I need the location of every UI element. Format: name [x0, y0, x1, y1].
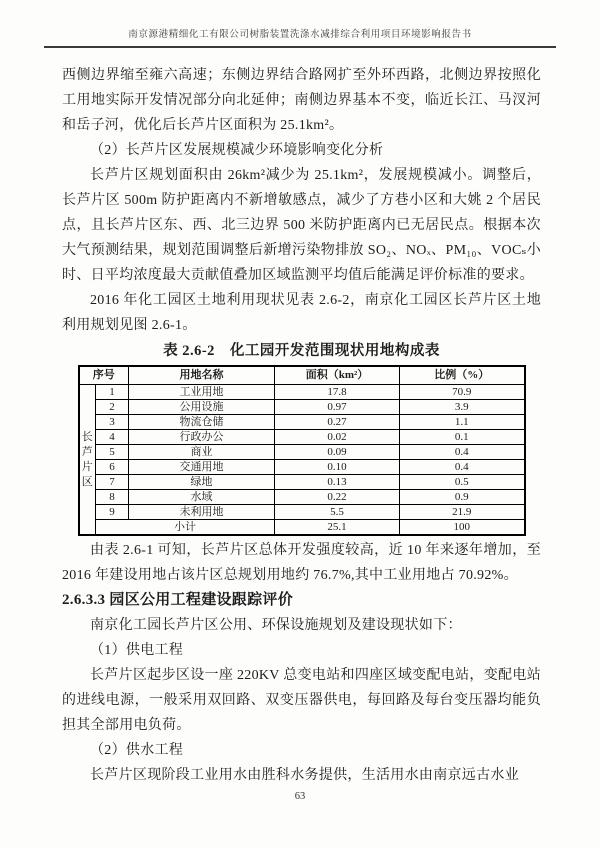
paragraph-power-supply: 长芦片区起步区设一座 220KV 总变电站和四座区域变配电站，变配电站的进线电源，一般采用双回路、双变压器供电，每回路及每台变压器均能负担其全部用电负荷。 — [62, 668, 541, 733]
table-cell: 未利用地 — [129, 505, 275, 520]
table-cell: 2 — [96, 400, 129, 415]
table-row — [79, 445, 525, 460]
document-body — [0, 48, 600, 788]
table-title: 表 2.6-2 化工园开发范围现状用地构成表 — [163, 343, 440, 359]
table-row — [79, 460, 525, 475]
table-cell: 4 — [96, 430, 129, 445]
table-cell: 商业 — [129, 445, 275, 460]
table-cell: 3 — [96, 415, 129, 430]
paragraph-utilities-intro: 南京化工园长芦片区公用、环保设施规划及建设现状如下： — [90, 618, 462, 633]
table-cell: 0.97 — [275, 400, 400, 415]
table-cell: 0.09 — [275, 445, 400, 460]
table-cell: 水域 — [129, 490, 275, 505]
table-header-cell-ratio: 比例（%） — [400, 366, 525, 385]
table-subtotal-area: 25.1 — [275, 520, 400, 536]
paragraph-planning-area: 长芦片区规划面积由 26km²减少为 25.1km²，发展规模减小。调整后，长芦片区 500m 防护距离内不新增敏感点，减少了方巷小区和大姚 2 个居民点，且长芦片区东、西、北三边界 500 米防护距离内已无居民点。根据本次大气预测结果，规划范围调整后新增污染物排放 SO₂、NOₓ、PM₁₀、VOCₛ小时、日平均浓度最大贡献值叠加区域监测平均值后能满足评价标准的要求。 — [62, 168, 541, 283]
table-cell: 工业用地 — [129, 385, 275, 400]
table-header-cell-seq: 序号 — [79, 366, 129, 385]
table-cell: 0.4 — [400, 445, 525, 460]
table-cell: 0.1 — [400, 430, 525, 445]
table-subtotal-row — [79, 520, 525, 536]
table-row — [79, 505, 525, 520]
table-group-label: 长芦片区 — [79, 385, 96, 536]
table-cell: 6 — [96, 460, 129, 475]
page-number: 63 — [294, 791, 306, 802]
table-row — [79, 430, 525, 445]
land-use-table — [78, 365, 526, 536]
table-row — [79, 385, 525, 400]
table-cell: 9 — [96, 505, 129, 520]
table-cell: 绿地 — [129, 475, 275, 490]
table-cell: 0.9 — [400, 490, 525, 505]
table-header-cell-name: 用地名称 — [129, 366, 275, 385]
table-cell: 0.22 — [275, 490, 400, 505]
table-cell: 1 — [96, 385, 129, 400]
table-cell: 0.4 — [400, 460, 525, 475]
table-row — [79, 415, 525, 430]
document-header-title: 南京源港精细化工有限公司树脂装置洗涤水减排综合利用项目环境影响报告书 — [128, 30, 472, 40]
section-heading-2-6-3-3: 2.6.3.3 园区公用工程建设跟踪评价 — [62, 592, 294, 608]
paragraph-subheading-water: （2）供水工程 — [90, 743, 184, 758]
table-cell: 8 — [96, 490, 129, 505]
table-header-cell-area: 面积（km²） — [275, 366, 400, 385]
table-cell: 物流仓储 — [129, 415, 275, 430]
table-cell: 0.13 — [275, 475, 400, 490]
table-cell: 0.02 — [275, 430, 400, 445]
table-cell: 行政办公 — [129, 430, 275, 445]
paragraph-landuse-reference: 2016 年化工园区土地利用现状见表 2.6-2，南京化工园区长芦片区土地利用规划见图 2.6-1。 — [62, 293, 541, 333]
table-row — [79, 400, 525, 415]
paragraph-subheading-power: （1）供电工程 — [90, 643, 184, 658]
table-header-row — [79, 366, 525, 385]
table-cell: 7 — [96, 475, 129, 490]
paragraph-water-supply: 长芦片区现阶段工业用水由胜科水务提供，生活用水由南京远古水业 — [90, 768, 519, 783]
table-cell: 0.5 — [400, 475, 525, 490]
table-row — [79, 475, 525, 490]
table-cell: 交通用地 — [129, 460, 275, 475]
table-cell: 公用设施 — [129, 400, 275, 415]
paragraph-boundary-west: 西侧边界缩至雍六高速；东侧边界结合路网扩至外环西路，北侧边界按照化工用地实际开发情况部分向北延伸；南侧边界基本不变，临近长江、马汊河和岳子河，优化后长芦片区面积为 25.1km²。 — [62, 68, 541, 133]
paragraph-subheading-scale-analysis: （2）长芦片区发展规模减少环境影响变化分析 — [90, 143, 384, 158]
table-cell: 0.27 — [275, 415, 400, 430]
table-cell: 1.1 — [400, 415, 525, 430]
table-cell: 21.9 — [400, 505, 525, 520]
table-cell: 70.9 — [400, 385, 525, 400]
table-cell: 3.9 — [400, 400, 525, 415]
table-cell: 5.5 — [275, 505, 400, 520]
table-subtotal-label: 小计 — [96, 520, 275, 536]
table-cell: 5 — [96, 445, 129, 460]
paragraph-development-intensity: 由表 2.6-1 可知，长芦片区总体开发强度较高，近 10 年来逐年增加，至 2016 年建设用地占该片区总规划用地约 76.7%,其中工业用地占 70.92%。 — [62, 543, 541, 583]
table-cell: 0.10 — [275, 460, 400, 475]
table-row — [79, 490, 525, 505]
table-subtotal-ratio: 100 — [400, 520, 525, 536]
table-cell: 17.8 — [275, 385, 400, 400]
document-header — [44, 26, 556, 48]
